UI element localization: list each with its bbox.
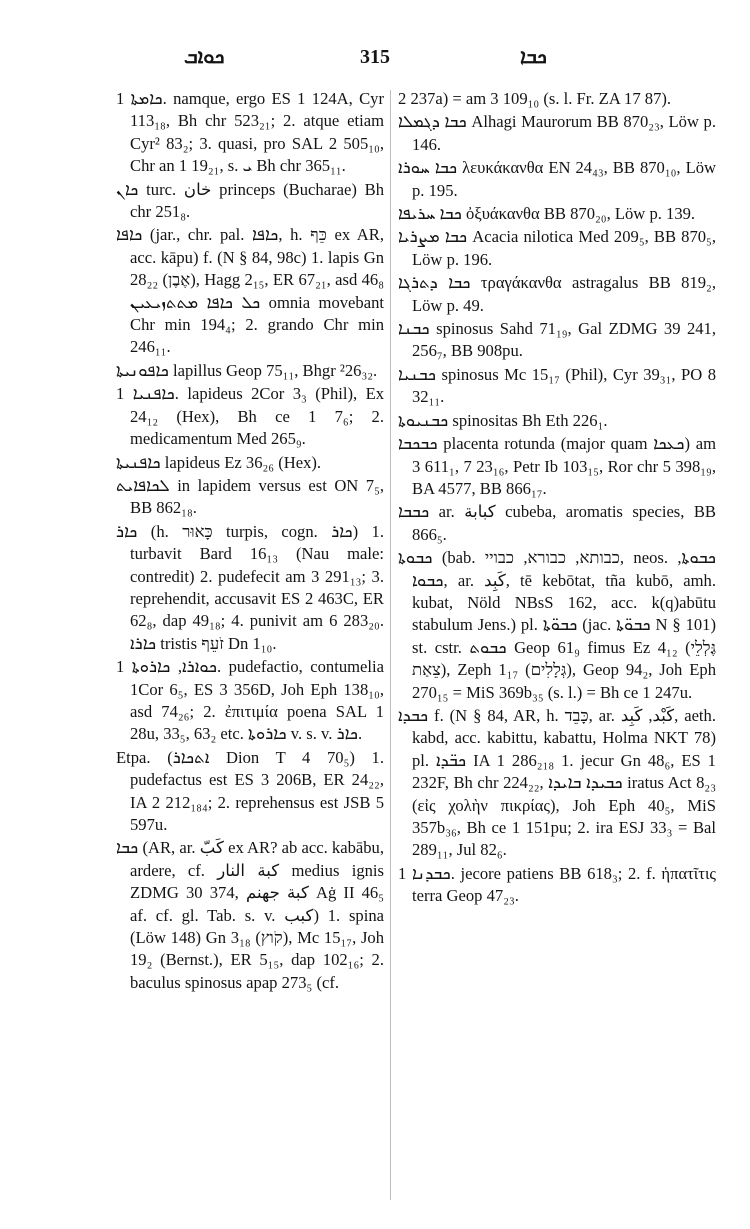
dictionary-entry: ܟܒܕܐ f. (N § 84, AR, h. כָּבֵד, ar. كَبْد, كَبِد, aeth. kabd, acc. kabittu, kabattu, Holma NKT 78) pl. ܟܒ̈ܕܐ IA 1 286₂₁₈ 1. jecur Gn 48₆, ES 1 232F, Bh chr 224₂₂, ܟܒܝܕܐ ܒܐܝܕܐ iratus Act 8₂₃ (εἰς χολὴν πικρίας), Joh Eph 40₅, MiS 357b₃₆, Bh ce 1 151pu; 2. ira ESJ 33₃ = Bal 289₁₁, Jul 82₆.	[398, 705, 716, 860]
dictionary-entry: ܟܒܐ ܚܘܪܐ λευκάκανθα EN 24₄₃, BB 870₁₀, Löw p. 195.	[398, 158, 716, 200]
dictionary-entry: ܟܒܐ ܡܨܪܝܐ Acacia nilotica Med 209₅, BB 870₅, Löw p. 196.	[398, 227, 716, 269]
dictionary-entry: ܟܐܢ turc. خان princeps (Bucharae) Bh chr 251₈.	[116, 179, 384, 222]
column-divider	[390, 90, 391, 1200]
dictionary-entry: ܟܐܪ (h. כָּאוּר turpis, cogn. ܟܐܪ) 1. turbavit Bard 16₁₃ (Nau male: contredit) 2. pudefecit am 3 291₁₃; 3. reprehendit, accusavit ES 2 463C, ER 62₈, dap 49₁₈; 4. punivit am 6 283₂₀. ܟܐܪܐ tristis זֹעֵף Dn 1₁₀.	[116, 521, 384, 653]
dictionary-entry: Etpa. (ܐܬܟܐܪ Dion T 4 70₅) 1. pudefactus est ES 3 206B, ER 24₂₂, IA 2 212₁₈₄; 2. reprehensus est JSB 5 597u.	[116, 747, 384, 834]
dictionary-entry: ܠܟܐܦܐܝܬ in lapidem versus est ON 7₅, BB 862₁₈.	[116, 475, 384, 518]
dictionary-entry: ܟܒܟܒܐ placenta rotunda (major quam ܟܥܟܐ) am 3 611₁, 7 23₁₆, Petr Ib 103₁₅, Ror chr 5 398₁₉, BA 4577, BB 866₁₇.	[398, 434, 716, 498]
dictionary-entry: ܟܒܢܝܐ spinosus Mc 15₁₇ (Phil), Cyr 39₃₁, PO 8 32₁₁.	[398, 364, 716, 407]
dictionary-entry: ܟܒܒܐ ar. كبابة cubeba, aromatis species, BB 866₅.	[398, 502, 716, 544]
dictionary-entry: ܟܒܐ ܕܓܡܠܐ Alhagi Maurorum BB 870₂₃, Löw p. 146.	[398, 112, 716, 154]
dictionary-entry: ܟܒܘܬܐ (bab. כבותא, כבורא, כבויי, neos. ܟܒܘܬܐ, ܟܒܘܐ, ar. كَبِد, tē kebōtat, tña kubō, amh. kubat, Nöld NBsS 162, acc. k(q)abūtu stabulum Jens.) pl. ܟܒܘ̈ܬܐ (jac. ܟܒܘ̈ܬܐ N § 101) st. cstr. ܟܒܘܬ Geop 61₉ fimus Ez 4₁₂ (גֶּלְלֵי צֵאַת), Zeph 1₁₇ (גְּלָלִים), Geop 94₂, Joh Eph 270₁₅ = MiS 369b₃₅ (s. l.) = Bh ce 1 247u.	[398, 548, 716, 702]
dictionary-entry: ܟܐܦܘܢܝܬܐ lapillus Geop 75₁₁, Bhgr ²26₃₂.	[116, 360, 378, 380]
left-column	[116, 88, 384, 995]
dictionary-entry: ܟܐܦܐ (jar., chr. pal. ܟܐܦܐ, h. כֵּף ex AR, acc. kāpu) f. (N § 84, 98c) 1. lapis Gn 28₂₂ (אֶבֶן), Hagg 2₁₅, ER 67₂₁, asd 46₈ ܟܠ ܟܐܦܐ ܡܬܬܙܝܥܝܢ omnia movebant Chr min 194₄; 2. grando Chr min 246₁₁.	[116, 225, 385, 357]
dictionary-entry: ܟܐܦܢܝܐ 1. lapideus 2Cor 3₃ (Phil), Ex 24₁₂ (Hex), Bh ce 1 7₆; 2. medicamentum Med 265₉.	[116, 384, 384, 449]
dictionary-entry: ܟܒܢܝܘܬܐ spinositas Bh Eth 226₁.	[398, 410, 608, 430]
dictionary-entry: ܟܘܐܪܐ, ܟܐܪܘܬܐ 1. pudefactio, contumelia 1Cor 6₅, ES 3 356D, Joh Eph 138₁₀, asd 74₂₆; 2. ἐπιτιμία poena SAL 1 28u, 33₅, 63₂ etc. ܟܐܪܘܬܐ v. s. v. ܟܐܪ.	[116, 657, 384, 744]
dictionary-entry: ܟܒܢܐ spinosus Sahd 71₁₉, Gal ZDMG 39 241, 256₇, BB 908pu.	[398, 319, 716, 361]
dictionary-entry: ܟܐܦܢܝܬܐ lapideus Ez 36₂₆ (Hex).	[116, 452, 322, 472]
dictionary-entry: ܟܒܐ ܕܬܪܓܐ τραγάκανθα astragalus BB 819₂, Löw p. 49.	[398, 273, 716, 315]
dictionary-entry: ܟܒܐ ܚܪܝܦܐ ὀξυάκανθα BB 870₂₀, Löw p. 139.	[398, 204, 696, 224]
running-head-left-word: ܟܘܐܒ	[184, 46, 225, 68]
page-number: 315	[360, 46, 390, 68]
dictionary-entry-continuation: 2 237a) = am 3 109₁₀ (s. l. Fr. ZA 17 87).	[398, 89, 672, 108]
dictionary-entry: ܟܒܕܢܐ 1. jecore patiens BB 618₃; 2. f. ἡπατῖτις terra Geop 47₂₃.	[398, 863, 716, 906]
running-head	[0, 46, 750, 72]
dictionary-entry: ܟܒܐ (AR, ar. كَبّ ex AR? ab acc. kabābu, ardere, cf. كبة النار medius ignis ZDMG 30 374, كبة جهنم Aġ II 46₅ af. cf. gl. Tab. s. v. كبب) 1. spina (Löw 148) Gn 3₁₈ (קֹוץ), Mc 15₁₇, Joh 19₂ (Bernst.), ER 5₁₅, dap 102₁₆; 2. baculus spinosus apap 273₅ (cf.	[116, 838, 385, 992]
running-head-right-word: ܟܒܐ	[520, 46, 547, 68]
dictionary-entry: ܟܐܡܬܐ 1. namque, ergo ES 1 124A, Cyr 113₁₈, Bh chr 523₂₁; 2. atque etiam Cyr² 83₂; 3. quasi, pro SAL 2 505₁₀, Chr an 1 19₂₁, s. ܝ Bh chr 365₁₁.	[116, 89, 384, 176]
right-column	[398, 88, 716, 909]
